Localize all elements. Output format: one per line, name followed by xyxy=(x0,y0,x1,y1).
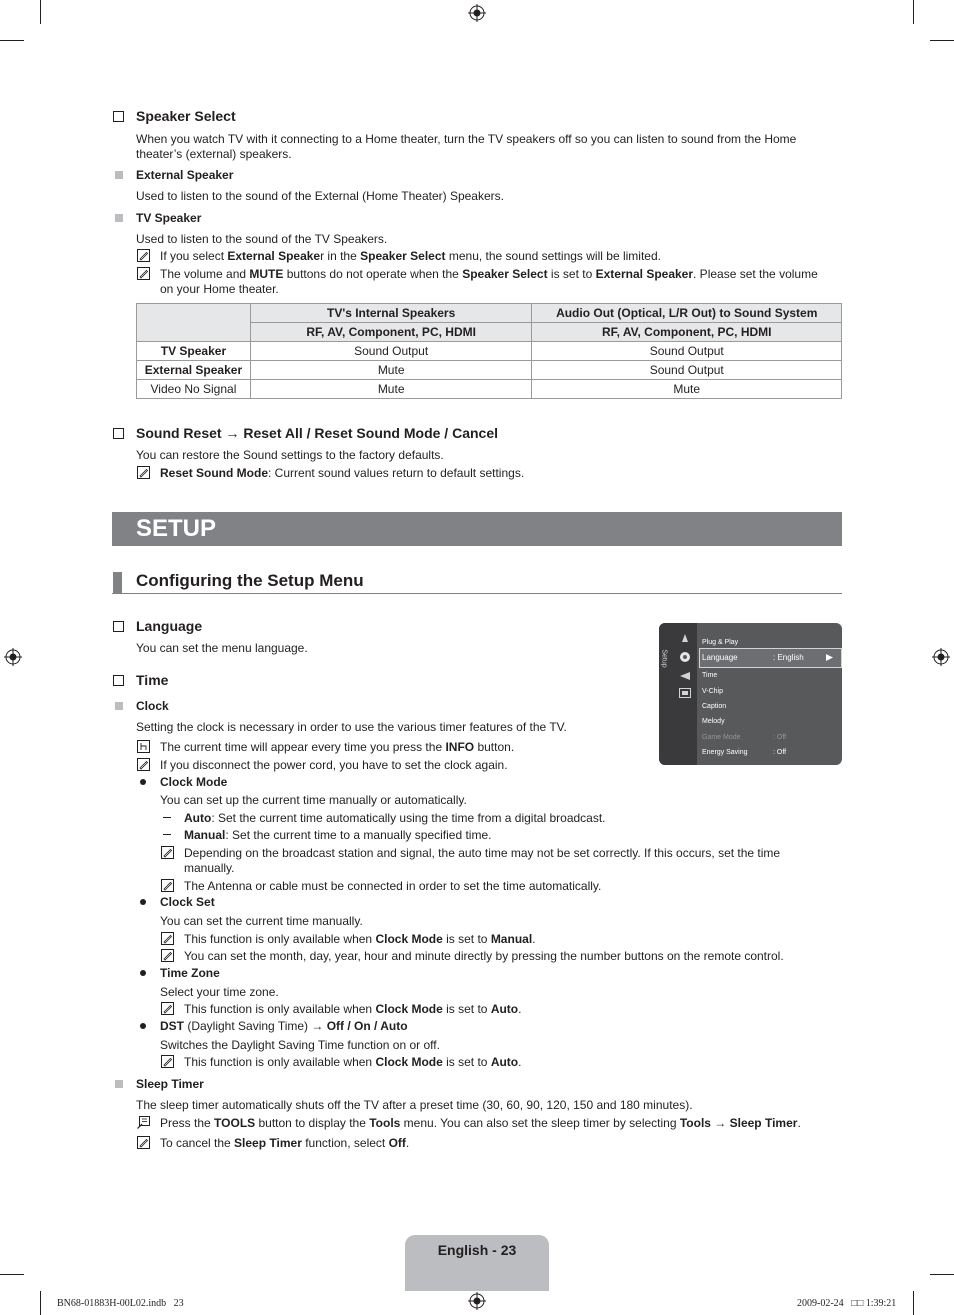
menu-item-game-mode-value: : Off xyxy=(773,734,787,741)
crop-mark xyxy=(913,0,914,24)
note-icon xyxy=(161,1055,174,1068)
speaker-select-heading: Speaker Select xyxy=(136,108,236,124)
registration-mark-icon xyxy=(468,4,486,22)
registration-mark-icon xyxy=(4,648,22,666)
tv-speaker-desc: Used to listen to the sound of the TV Speakers. xyxy=(136,232,388,246)
speaker-select-intro: When you watch TV with it connecting to a Home theater, turn the TV speakers off so you can listen to sound from the Home xyxy=(136,132,797,146)
menu-sidebar xyxy=(659,623,697,765)
clock-mode-auto: Auto: Set the current time automatically using the time from a digital broadcast. xyxy=(184,811,606,825)
menu-item-melody[interactable]: Melody xyxy=(702,718,725,725)
picture-icon xyxy=(679,632,691,644)
crop-mark xyxy=(930,40,954,41)
section-title: Configuring the Setup Menu xyxy=(136,571,364,590)
setup-banner xyxy=(112,512,842,546)
checkbox-bullet-icon xyxy=(113,675,124,686)
time-zone-title: Time Zone xyxy=(160,966,220,980)
arrow-right-icon xyxy=(826,654,833,661)
note-icon xyxy=(137,249,150,262)
note-icon xyxy=(161,932,174,945)
clock-note-2: If you disconnect the power cord, you have to set the clock again. xyxy=(160,758,508,772)
clock-note-1: The current time will appear every time you press the INFO button. xyxy=(160,740,515,754)
dst-desc: Switches the Daylight Saving Time function on or off. xyxy=(160,1038,440,1052)
square-bullet-icon xyxy=(115,171,123,179)
crop-mark xyxy=(913,1291,914,1315)
tv-speaker-note-2: The volume and MUTE buttons do not operate when the Speaker Select is set to External Speaker. Please set the volume xyxy=(160,267,818,281)
checkbox-bullet-icon xyxy=(113,111,124,122)
language-desc: You can set the menu language. xyxy=(136,641,308,655)
crop-mark xyxy=(0,1274,24,1275)
menu-item-energy-saving-value: : Off xyxy=(773,749,787,756)
table-row: External Speaker Mute Sound Output xyxy=(137,361,842,380)
sound-reset-note: Reset Sound Mode: Current sound values return to default settings. xyxy=(160,466,525,480)
note-icon xyxy=(161,846,174,859)
note-icon xyxy=(137,1136,150,1149)
section-rule xyxy=(112,593,842,594)
dash-bullet xyxy=(163,817,171,818)
sleep-timer-title: Sleep Timer xyxy=(136,1077,204,1091)
tv-speaker-note-2-cont: on your Home theater. xyxy=(160,282,279,296)
note-icon xyxy=(161,879,174,892)
external-speaker-desc: Used to listen to the sound of the External (Home Theater) Speakers. xyxy=(136,189,504,203)
table-col-header: TV's Internal Speakers xyxy=(250,304,532,323)
menu-item-game-mode[interactable]: Game Mode xyxy=(702,734,741,741)
crop-mark xyxy=(930,1274,954,1275)
bullet-dot-icon xyxy=(140,1023,146,1029)
registration-mark-icon xyxy=(932,648,950,666)
input-icon xyxy=(679,671,691,681)
sound-reset-desc: You can restore the Sound settings to the factory defaults. xyxy=(136,448,444,462)
clock-set-title: Clock Set xyxy=(160,895,215,909)
note-icon xyxy=(161,1002,174,1015)
time-heading: Time xyxy=(136,672,169,688)
square-bullet-icon xyxy=(115,702,123,710)
gear-icon xyxy=(678,650,692,664)
speaker-select-intro: theater’s (external) speakers. xyxy=(136,147,292,161)
table-col-subheader: RF, AV, Component, PC, HDMI xyxy=(250,323,532,342)
dst-title: DST (Daylight Saving Time) → Off / On / Auto xyxy=(160,1019,408,1033)
registration-mark-icon xyxy=(468,1292,486,1310)
tools-icon xyxy=(137,1116,150,1129)
support-icon xyxy=(679,688,691,698)
table-row: TV Speaker Sound Output Sound Output xyxy=(137,342,842,361)
table-col-subheader: RF, AV, Component, PC, HDMI xyxy=(532,323,842,342)
clock-mode-desc: You can set up the current time manually or automatically. xyxy=(160,793,467,807)
tv-speaker-note-1: If you select External Speaker in the Speaker Select menu, the sound settings will be limited. xyxy=(160,249,661,263)
dst-note: This function is only available when Clock Mode is set to Auto. xyxy=(184,1055,522,1069)
bullet-dot-icon xyxy=(140,779,146,785)
setup-menu-screenshot xyxy=(659,623,842,765)
menu-item-energy-saving[interactable]: Energy Saving xyxy=(702,749,748,756)
dash-bullet xyxy=(163,834,171,835)
note-icon xyxy=(137,466,150,479)
checkbox-bullet-icon xyxy=(113,428,124,439)
print-timestamp: 2009-02-24 □□ 1:39:21 xyxy=(797,1298,897,1309)
clock-mode-note-1: Depending on the broadcast station and signal, the auto time may not be set correctly. If this occurs, set the time xyxy=(184,846,781,860)
clock-mode-note-1-cont: manually. xyxy=(184,861,235,875)
note-icon xyxy=(137,758,150,771)
bullet-dot-icon xyxy=(140,970,146,976)
section-marker xyxy=(113,572,122,594)
page-number-tab xyxy=(405,1235,549,1291)
table-corner-cell xyxy=(137,304,251,342)
sound-reset-heading: Sound Reset → Reset All / Reset Sound Mode / Cancel xyxy=(136,425,498,441)
print-file-name: BN68-01883H-00L02.indb 23 xyxy=(57,1298,184,1309)
speaker-output-table xyxy=(136,303,842,399)
info-note-icon xyxy=(137,740,150,753)
clock-set-note-2: You can set the month, day, year, hour and minute directly by pressing the number buttons on the remote control. xyxy=(184,949,784,963)
clock-mode-manual: Manual: Set the current time to a manually specified time. xyxy=(184,828,492,842)
menu-item-time[interactable]: Time xyxy=(702,672,718,679)
checkbox-bullet-icon xyxy=(113,621,124,632)
language-heading: Language xyxy=(136,618,203,634)
menu-item-language[interactable]: Language xyxy=(702,653,738,662)
menu-item-language-value: : English xyxy=(773,653,804,662)
table-row: Video No Signal Mute Mute xyxy=(137,380,842,399)
external-speaker-title: External Speaker xyxy=(136,168,234,182)
crop-mark xyxy=(40,1291,41,1315)
clock-mode-note-2: The Antenna or cable must be connected in order to set the time automatically. xyxy=(184,879,602,893)
square-bullet-icon xyxy=(115,214,123,222)
menu-item-v-chip[interactable]: V-Chip xyxy=(702,688,724,695)
clock-desc: Setting the clock is necessary in order to use the various timer features of the TV. xyxy=(136,720,567,734)
crop-mark xyxy=(40,0,41,24)
setup-banner-title: SETUP xyxy=(136,515,217,542)
square-bullet-icon xyxy=(115,1080,123,1088)
clock-set-note-1: This function is only available when Clock Mode is set to Manual. xyxy=(184,932,536,946)
time-zone-desc: Select your time zone. xyxy=(160,985,279,999)
crop-mark xyxy=(0,40,24,41)
bullet-dot-icon xyxy=(140,899,146,905)
clock-title: Clock xyxy=(136,699,169,713)
table-col-header: Audio Out (Optical, L/R Out) to Sound System xyxy=(532,304,842,323)
menu-side-label: Setup xyxy=(660,649,668,668)
sleep-timer-note: To cancel the Sleep Timer function, select Off. xyxy=(160,1136,410,1150)
sleep-timer-tools: Press the TOOLS button to display the Tools menu. You can also set the sleep timer by selecting Tools → Sleep Timer. xyxy=(160,1116,801,1130)
clock-mode-title: Clock Mode xyxy=(160,775,228,789)
page-number: English - 23 xyxy=(437,1242,517,1258)
note-icon xyxy=(161,949,174,962)
note-icon xyxy=(137,267,150,280)
clock-set-desc: You can set the current time manually. xyxy=(160,914,363,928)
sleep-timer-desc: The sleep timer automatically shuts off the TV after a preset time (30, 60, 90, 120, 150 and 180 minutes). xyxy=(136,1098,693,1112)
tv-speaker-title: TV Speaker xyxy=(136,211,202,225)
menu-item-caption[interactable]: Caption xyxy=(702,703,727,710)
time-zone-note: This function is only available when Clock Mode is set to Auto. xyxy=(184,1002,522,1016)
menu-item-plug-and-play[interactable]: Plug & Play xyxy=(702,639,739,646)
